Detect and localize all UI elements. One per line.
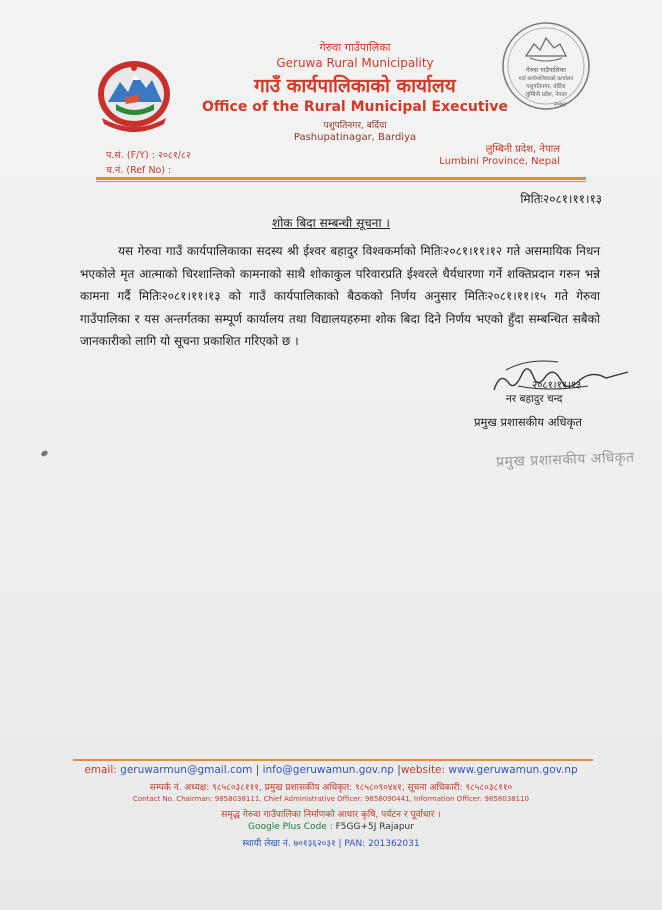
footer-divider bbox=[73, 759, 593, 761]
header-office-en: Office of the Rural Municipal Executive bbox=[202, 99, 508, 115]
website-label: website: bbox=[400, 764, 446, 776]
header-address-np: पशुपतिनगर, बर्दिया bbox=[323, 121, 387, 131]
designation-stamp: प्रमुख प्रशासकीय अधिकृत bbox=[495, 449, 635, 471]
fiscal-year-label: प.सं. (F/Y) : २०८१/८२ bbox=[106, 150, 191, 161]
seal-line-4: लुम्बिनी प्रदेश, नेपाल bbox=[525, 92, 567, 98]
separator: | bbox=[397, 764, 401, 776]
plus-code-value: F5GG+5J Rajapur bbox=[335, 822, 414, 832]
nepal-emblem-icon bbox=[94, 58, 174, 136]
header-municipality-np: गेरुवा गाउँपालिका bbox=[319, 41, 391, 54]
email-label: email: bbox=[84, 764, 117, 776]
letter-body bbox=[80, 240, 600, 353]
footer-slogan: समृद्ध गेरुवा गाउँपालिका निर्माणको आधार कृषि, पर्यटन र पूर्वाधार । bbox=[221, 810, 441, 820]
header-divider bbox=[96, 177, 586, 180]
province-en: Lumbini Province, Nepal bbox=[439, 156, 560, 167]
footer-contacts-np: सम्पर्क नं. अध्यक्ष: ९८५८०३८१११, प्रमुख प्रशासकीय अधिकृत: ९८५८०९०४४१, सूचना अधिकारी: ९८५८०३८११० bbox=[149, 783, 513, 793]
paper-speck bbox=[40, 449, 49, 457]
email-link-1[interactable]: geruwarmun@gmail.com bbox=[120, 764, 253, 776]
province-np: लुम्बिनी प्रदेश, नेपाल bbox=[485, 144, 560, 155]
signer-name: नर बहादुर चन्द bbox=[506, 393, 563, 405]
seal-year: २०७३ bbox=[553, 101, 567, 108]
footer-pan: स्थायी लेखा नं. ७०१३६२०३१ | PAN: 201362031 bbox=[242, 839, 420, 849]
footer-contact-line bbox=[0, 764, 662, 776]
letter-subject bbox=[0, 214, 662, 231]
letter-date: मितिः२०८१।११।१३ bbox=[520, 192, 602, 206]
signer-title: प्रमुख प्रशासकीय अधिकृत bbox=[474, 415, 582, 429]
body-paragraph: यस गेरुवा गाउँ कार्यपालिकाका सदस्य श्री ईश्वर बहादुर विश्वकर्माको मितिः२०८१।११।१२ गते असमायिक निधन भएकोले मृत आत्माको चिरशान्तिको कामनाको साथै शोकाकुल परिवारप्रति ईश्वरले धैर्यधारणा गर्ने शक्तिप्रदान गरुन भन्ने कामना गर्दै मितिः२०८१।११।१३ को गाउँ कार्यपालिकाको बैठककाे निर्णय अनुसार मितिः२०८१।११।१५ गते गेरुवा गाउँपालिका र यस अन्तर्गतका सम्पूर्ण कार्यालय तथा विद्यालयहरुमा शोक बिदा दिने निर्णय भएकाे हुँदा सम्बन्धित सबैको जानकारीको लागि यो सूचना प्रकाशित गरिएको छ । bbox=[80, 244, 600, 349]
subject-text: शोक बिदा सम्बन्धी सूचना । bbox=[272, 216, 390, 230]
seal-line-2: गाउँ कार्यपालिकाको कार्यालय bbox=[518, 76, 574, 82]
header-municipality-en: Geruwa Rural Municipality bbox=[276, 56, 434, 70]
separator: | bbox=[255, 764, 260, 776]
footer-contacts-en: Contact No. Chairman: 9858038111, Chief Administrative Officer: 9858090441, Information Officer: 9858038110 bbox=[133, 795, 529, 803]
signature-date: २०८१।११।१३ bbox=[532, 380, 582, 391]
footer-plus-code bbox=[0, 822, 662, 832]
website-link[interactable]: www.geruwamun.gov.np bbox=[448, 764, 578, 776]
email-link-2[interactable]: info@geruwamun.gov.np bbox=[262, 764, 394, 776]
seal-line-3: पशुपतिनगर, बर्दिया bbox=[526, 84, 566, 90]
plus-code-label: Google Plus Code : bbox=[248, 822, 333, 832]
header-address-en: Pashupatinagar, Bardiya bbox=[293, 132, 417, 143]
ref-no-label: च.नं. (Ref No) : bbox=[106, 165, 172, 176]
header-divider-thin bbox=[96, 181, 586, 182]
header-office-np: गाउँ कार्यपालिकाको कार्यालय bbox=[254, 75, 456, 97]
seal-line-1: गेरुवा गाउँपालिका bbox=[526, 67, 566, 74]
